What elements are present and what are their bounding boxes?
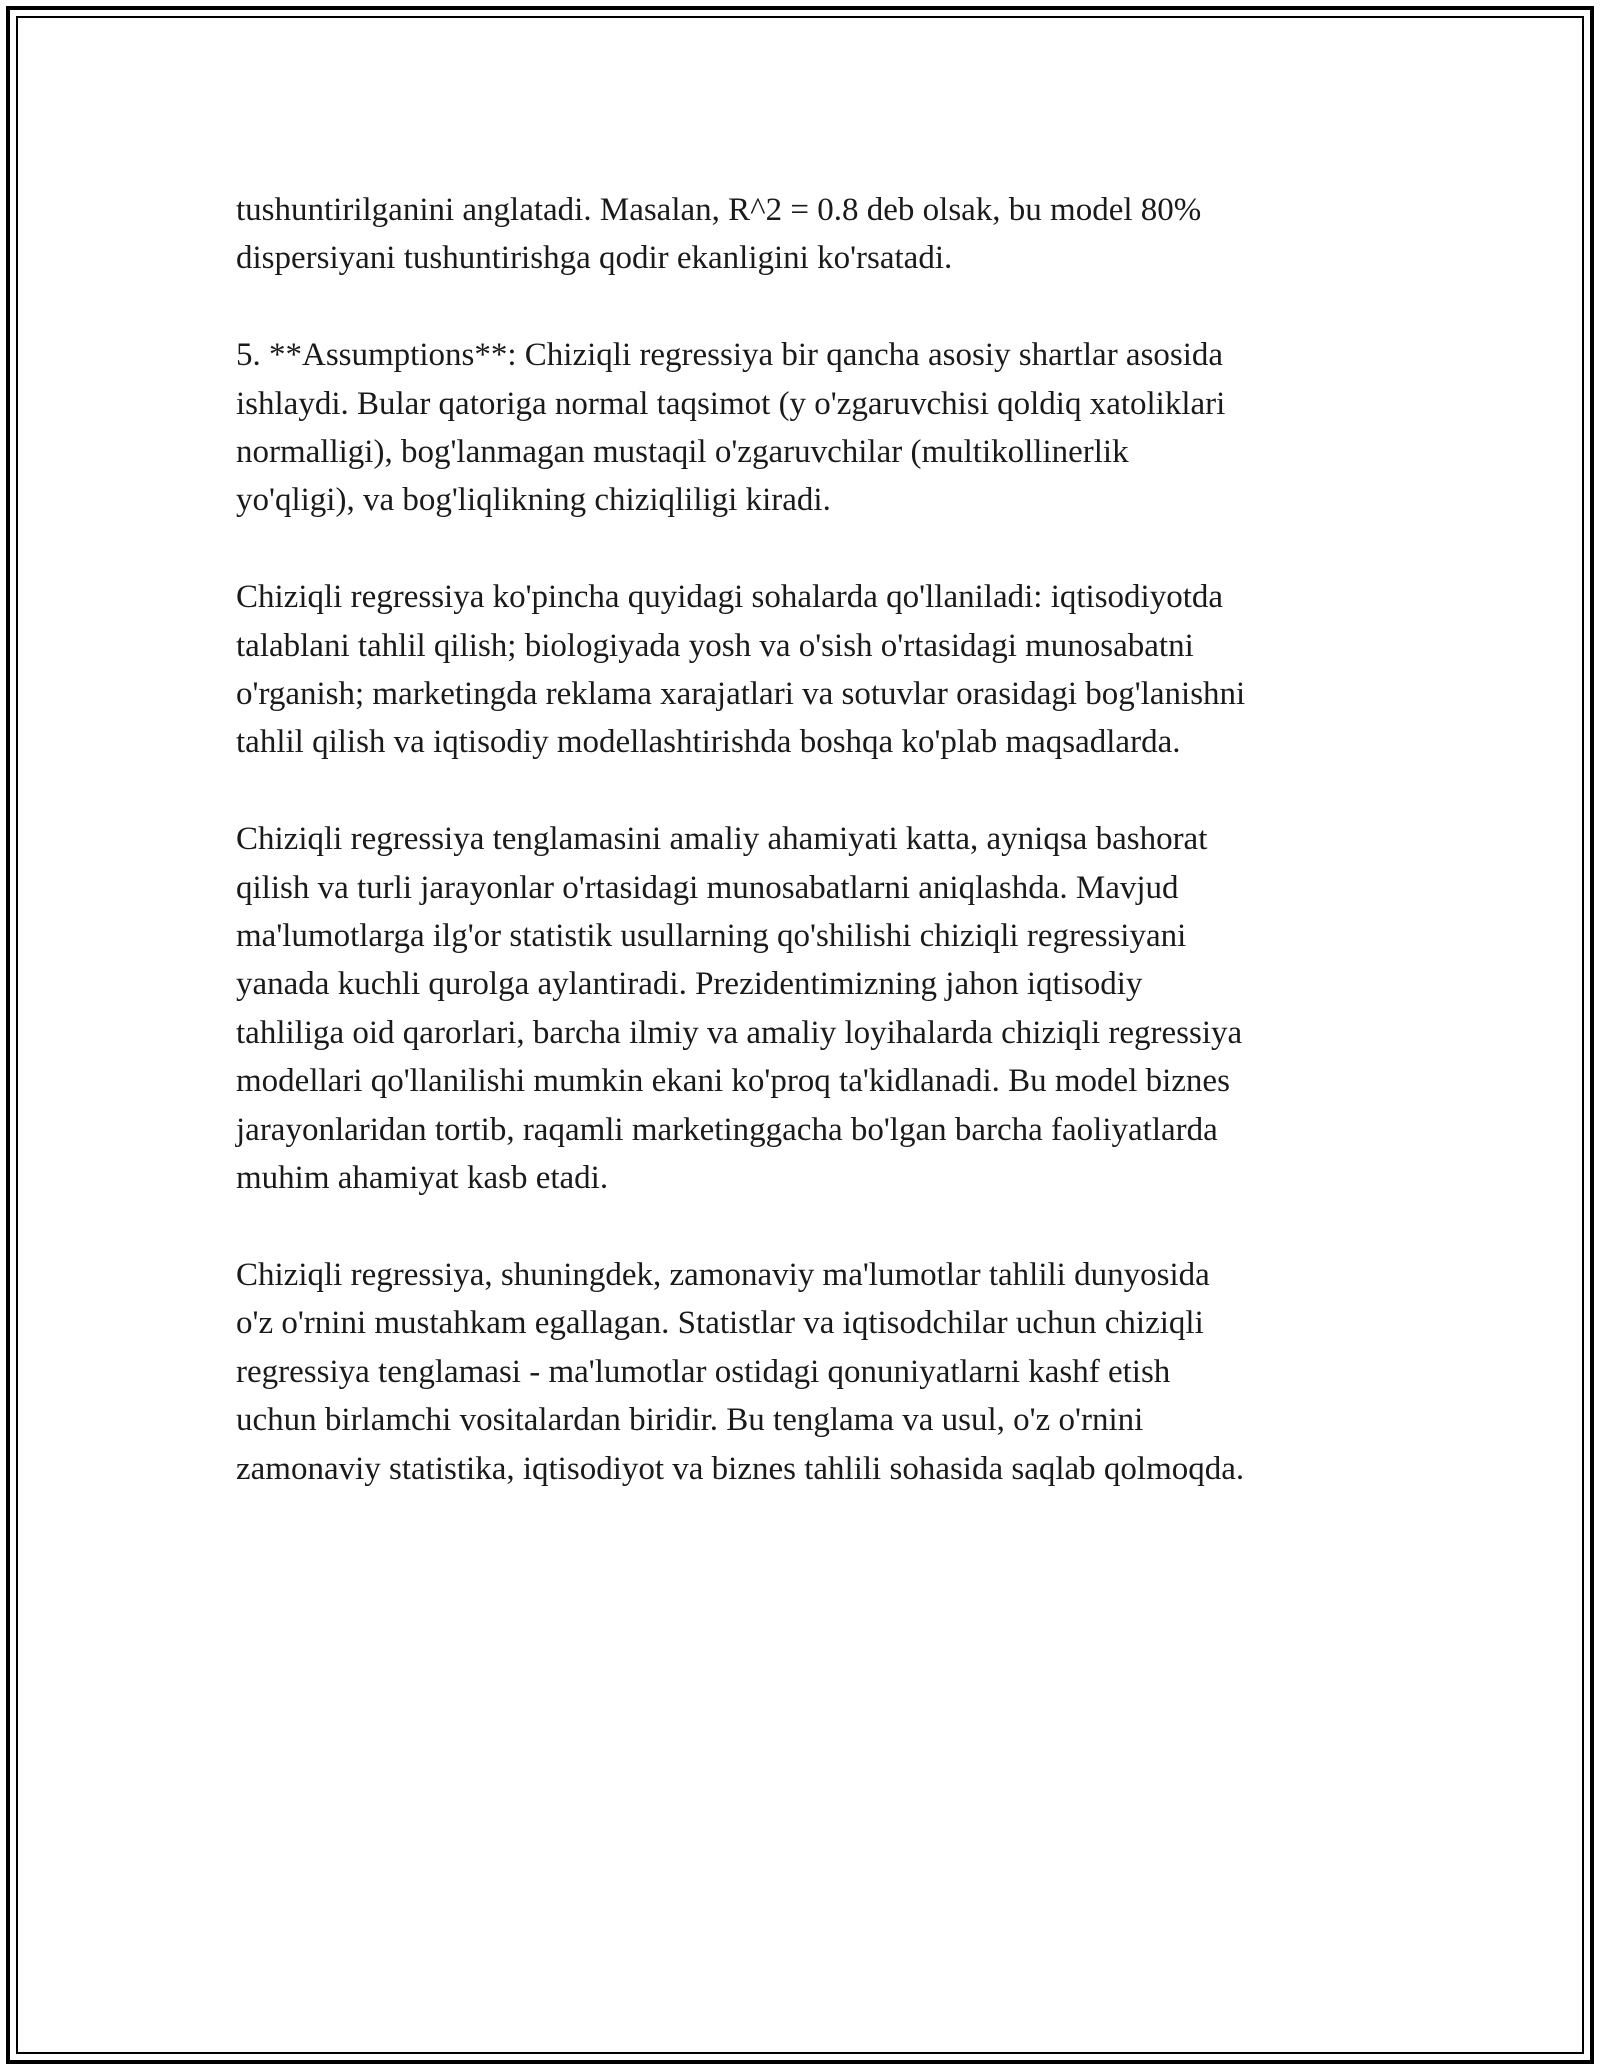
- text-line: Chiziqli regressiya tenglamasini amaliy ahamiyati katta, ayniqsa bashorat: [236, 821, 1208, 858]
- text-line: ma'lumotlarga ilg'or statistik usullarning qo'shilishi chiziqli regressiyani: [236, 918, 1187, 955]
- text-line: o'z o'rnini mustahkam egallagan. Statistlar va iqtisodchilar uchun chiziqli: [236, 1305, 1204, 1342]
- paragraph-applications: [236, 573, 1366, 767]
- text-line: qilish va turli jarayonlar o'rtasidagi munosabatlarni aniqlashda. Mavjud: [236, 869, 1179, 906]
- text-line: ishlaydi. Bular qatoriga normal taqsimot (y o'zgaruvchisi qoldiq xatoliklari: [236, 385, 1226, 422]
- document-body: [236, 186, 1366, 1541]
- text-line: yo'qligi), va bog'liqlikning chiziqliligi kiradi.: [236, 482, 831, 519]
- paragraph-assumptions: [236, 331, 1366, 525]
- paragraph-practical-importance: [236, 815, 1366, 1202]
- text-line: talablani tahlil qilish; biologiyada yosh va o'sish o'rtasidagi munosabatni: [236, 627, 1194, 664]
- text-line: muhim ahamiyat kasb etadi.: [236, 1160, 609, 1197]
- paragraph-r-squared: [236, 186, 1366, 283]
- text-line: Chiziqli regressiya, shuningdek, zamonaviy ma'lumotlar tahlili dunyosida: [236, 1256, 1210, 1293]
- text-line: tushuntirilganini anglatadi. Masalan, R^2 = 0.8 deb olsak, bu model 80%: [236, 192, 1202, 228]
- text-line: dispersiyani tushuntirishga qodir ekanligini ko'rsatadi.: [236, 240, 953, 277]
- text-line: tahlil qilish va iqtisodiy modellashtirishda boshqa ko'plab maqsadlarda.: [236, 724, 1181, 761]
- text-line: tahliliga oid qarorlari, barcha ilmiy va amaliy loyihalarda chiziqli regressiya: [236, 1014, 1243, 1051]
- text-line: yanada kuchli qurolga aylantiradi. Prezidentimizning jahon iqtisodiy: [236, 966, 1143, 1003]
- paragraph-modern-analysis: [236, 1251, 1366, 1493]
- text-line: normalligi), bog'lanmagan mustaqil o'zgaruvchilar (multikollinerlik: [236, 434, 1129, 471]
- text-line: zamonaviy statistika, iqtisodiyot va biznes tahlili sohasida saqlab qolmoqda.: [236, 1450, 1245, 1487]
- text-line: Chiziqli regressiya ko'pincha quyidagi sohalarda qo'llaniladi: iqtisodiyotda: [236, 579, 1224, 616]
- text-line: uchun birlamchi vositalardan biridir. Bu tenglama va usul, o'z o'rnini: [236, 1402, 1144, 1439]
- text-line: o'rganish; marketingda reklama xarajatlari va sotuvlar orasidagi bog'lanishni: [236, 676, 1246, 713]
- text-line: jarayonlaridan tortib, raqamli marketinggacha bo'lgan barcha faoliyatlarda: [236, 1111, 1218, 1148]
- text-line: 5. **Assumptions**: Chiziqli regressiya bir qancha asosiy shartlar asosida: [236, 337, 1224, 374]
- text-line: modellari qo'llanilishi mumkin ekani ko'proq ta'kidlanadi. Bu model biznes: [236, 1063, 1230, 1100]
- text-line: regressiya tenglamasi - ma'lumotlar ostidagi qonuniyatlarni kashf etish: [236, 1353, 1171, 1390]
